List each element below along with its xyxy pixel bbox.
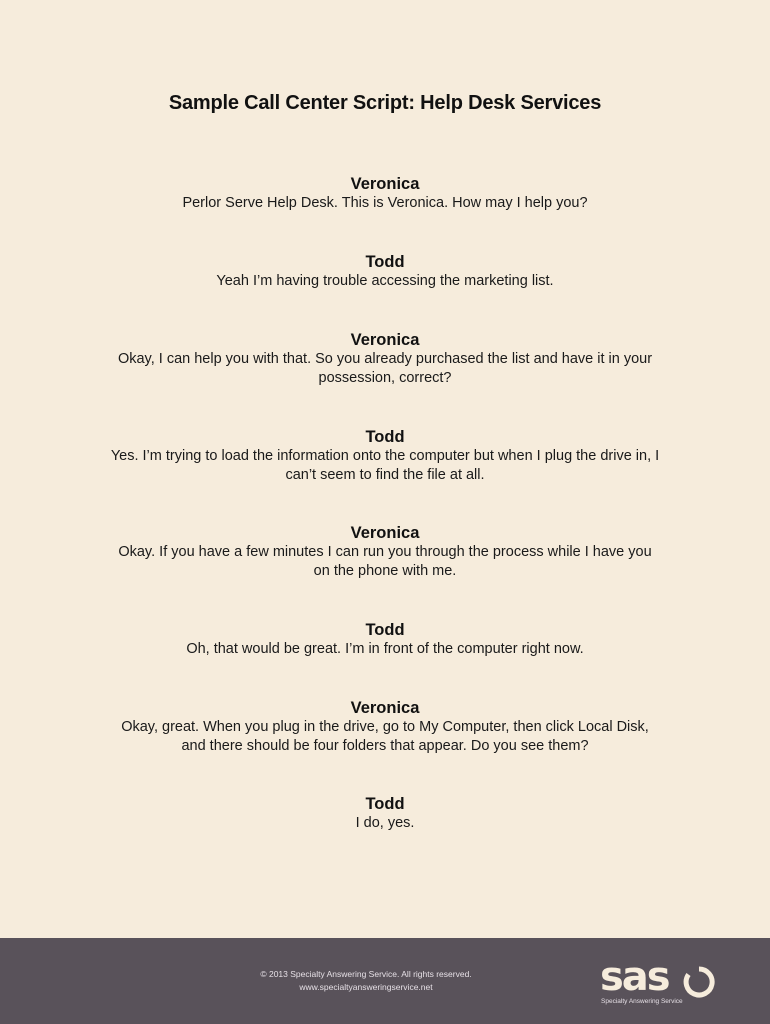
website-link[interactable]: www.specialtyansweringservice.net — [299, 982, 433, 992]
logo-wordmark: sas — [600, 954, 669, 1000]
dialogue-turn — [110, 252, 660, 291]
speaker-line: Yeah I’m having trouble accessing the marketing list. — [216, 273, 554, 289]
dialogue-turn — [110, 174, 660, 213]
dialogue-turn — [110, 698, 660, 756]
speaker-name: Todd — [365, 253, 405, 271]
logo-subtitle: Specialty Answering Service — [601, 998, 683, 1005]
company-logo — [600, 954, 730, 1012]
dialogue-turn — [110, 620, 660, 659]
speaker-name: Todd — [365, 428, 405, 446]
speaker-line: Oh, that would be great. I’m in front of the computer right now. — [186, 641, 584, 657]
speaker-name: Todd — [365, 795, 405, 813]
speaker-line: Okay. If you have a few minutes I can run you through the process while I have you on the phone with me. — [118, 544, 652, 579]
logo-ring-icon — [682, 965, 716, 999]
speaker-name: Veronica — [350, 331, 420, 349]
copyright-notice: © 2013 Specialty Answering Service. All rights reserved. — [260, 969, 472, 979]
dialogue-turn — [110, 427, 660, 485]
speaker-line: I do, yes. — [355, 815, 415, 831]
dialogue-turn — [110, 330, 660, 388]
page-footer — [0, 938, 770, 1024]
speaker-line: Perlor Serve Help Desk. This is Veronica. How may I help you? — [182, 195, 588, 211]
speaker-line: Okay, great. When you plug in the drive, go to My Computer, then click Local Disk, and there should be four folders that appear. Do you see them? — [121, 719, 649, 754]
document-title: Sample Call Center Script: Help Desk Services — [168, 92, 602, 114]
dialogue-turn — [110, 794, 660, 833]
speaker-line: Yes. I’m trying to load the information onto the computer but when I plug the drive in, I can’t seem to find the file at all. — [110, 448, 660, 483]
dialogue — [110, 174, 660, 833]
speaker-line: Okay, I can help you with that. So you already purchased the list and have it in your possession, correct? — [117, 351, 653, 386]
dialogue-turn — [110, 523, 660, 581]
speaker-name: Veronica — [350, 524, 420, 542]
speaker-name: Veronica — [350, 175, 420, 193]
speaker-name: Veronica — [350, 699, 420, 717]
speaker-name: Todd — [365, 621, 405, 639]
